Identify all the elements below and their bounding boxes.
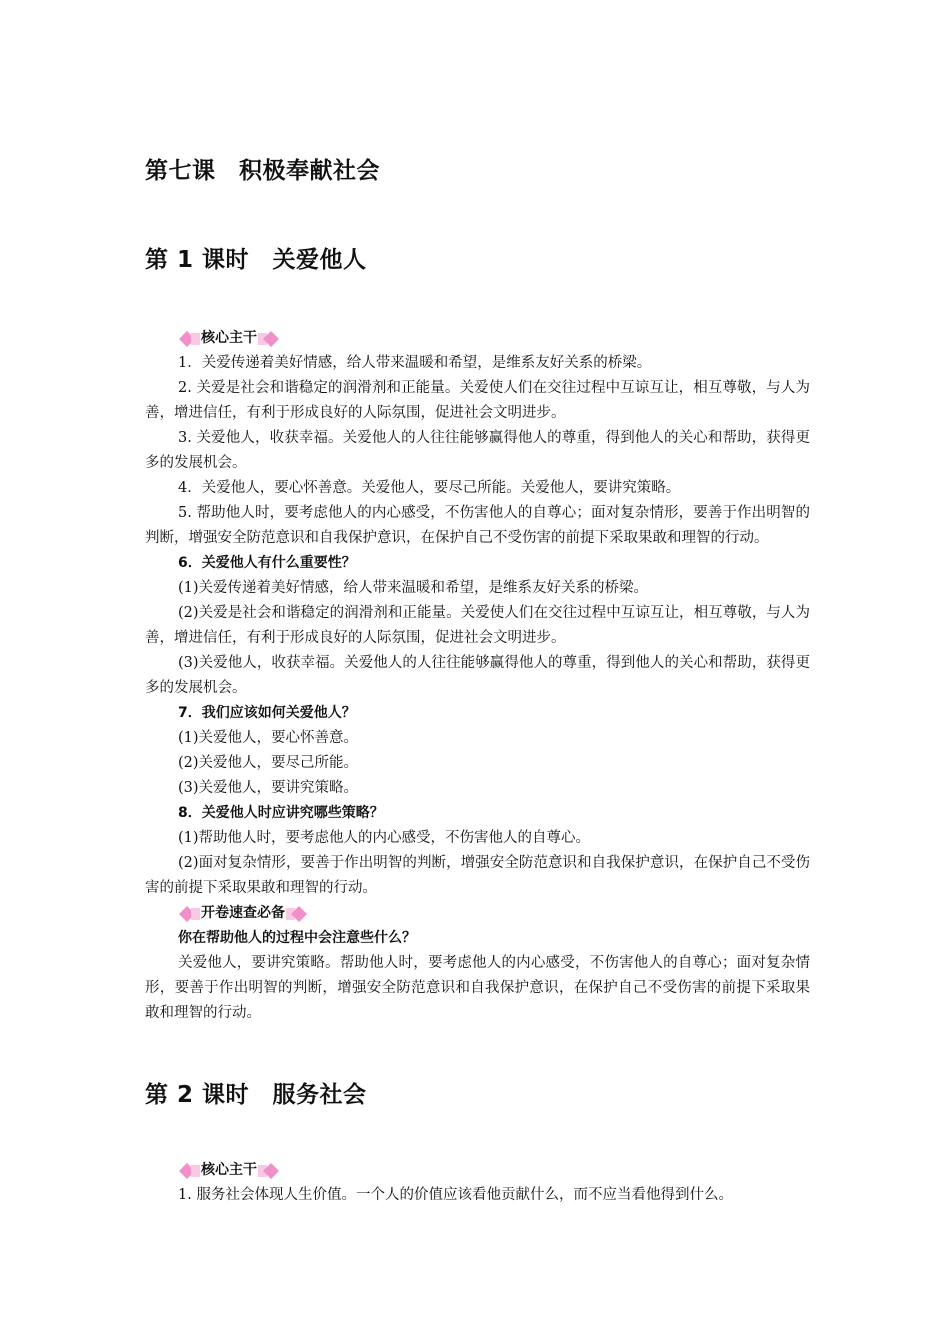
question-6: 6．关爱他人有什么重要性？ [178, 555, 356, 571]
exam-tag [178, 901, 810, 926]
answer-6-2: (2)关爱是社会和谐稳定的润滑剂和正能量。关爱使人们在交往过程中互谅互让，相互尊敬，与人为善，增进信任，有利于形成良好的人际氛围，促进社会文明进步。 [145, 605, 810, 646]
point-4: 4．关爱他人，要心怀善意。关爱他人，要尽己所能。关爱他人，要讲究策略。 [178, 480, 681, 496]
point-5: 5. 帮助他人时，要考虑他人的内心感受，不伤害他人的自尊心；面对复杂情形，要善于作出明智的判断，增强安全防范意识和自我保护意识，在保护自己不受伤害的前提下采取果敢和理智的行动。 [145, 505, 810, 546]
point-1: 1．关爱传递着美好情感，给人带来温暖和希望，是维系友好关系的桥梁。 [178, 355, 652, 371]
diamond-ornament-icon [178, 905, 200, 923]
diamond-ornament-icon [178, 330, 200, 348]
lesson-2-title: 第 2 课时 服务社会 [145, 1082, 367, 1108]
core-tag [178, 326, 810, 351]
diamond-ornament-icon [258, 330, 280, 348]
lesson-2-content [145, 1158, 810, 1208]
core-tag-label: 核心主干 [201, 1162, 257, 1178]
answer-6-1: (1)关爱传递着美好情感，给人带来温暖和希望，是维系友好关系的桥梁。 [178, 580, 649, 596]
lesson-1-title: 第 1 课时 关爱他人 [145, 247, 367, 273]
core-tag-2 [178, 1158, 810, 1183]
answer-8-1: (1)帮助他人时，要考虑他人的内心感受，不伤害他人的自尊心。 [178, 830, 591, 846]
question-7: 7．我们应该如何关爱他人？ [178, 705, 356, 721]
answer-7-2: (2)关爱他人，要尽己所能。 [178, 755, 359, 771]
answer-8-2: (2)面对复杂情形，要善于作出明智的判断，增强安全防范意识和自我保护意识，在保护自己不受伤害的前提下采取果敢和理智的行动。 [145, 855, 810, 896]
answer-7-3: (3)关爱他人，要讲究策略。 [178, 780, 359, 796]
lesson-1-content [145, 326, 810, 1026]
diamond-ornament-icon [286, 905, 308, 923]
answer-7-1: (1)关爱他人，要心怀善意。 [178, 730, 359, 746]
diamond-ornament-icon [178, 1162, 200, 1180]
exam-tag-label: 开卷速查必备 [201, 905, 285, 921]
exam-answer: 关爱他人，要讲究策略。帮助他人时，要考虑他人的内心感受，不伤害他人的自尊心；面对复杂情形，要善于作出明智的判断，增强安全防范意识和自我保护意识，在保护自己不受伤害的前提下采取果敢和理智的行动。 [145, 955, 810, 1021]
point-2: 2. 关爱是社会和谐稳定的润滑剂和正能量。关爱使人们在交往过程中互谅互让，相互尊敬，与人为善，增进信任，有利于形成良好的人际氛围，促进社会文明进步。 [145, 380, 810, 421]
core-tag-label: 核心主干 [201, 330, 257, 346]
answer-6-3: (3)关爱他人，收获幸福。关爱他人的人往往能够赢得他人的尊重，得到他人的关心和帮助，获得更多的发展机会。 [145, 655, 810, 696]
chapter-title: 第七课 积极奉献社会 [145, 158, 380, 184]
lesson-2-point-1: 1. 服务社会体现人生价值。一个人的价值应该看他贡献什么，而不应当看他得到什么。 [178, 1187, 733, 1203]
exam-question: 你在帮助他人的过程中会注意些什么？ [178, 930, 416, 946]
diamond-ornament-icon [258, 1162, 280, 1180]
question-8: 8．关爱他人时应讲究哪些策略？ [178, 805, 384, 821]
point-3: 3. 关爱他人，收获幸福。关爱他人的人往往能够赢得他人的尊重，得到他人的关心和帮助，获得更多的发展机会。 [145, 430, 810, 471]
